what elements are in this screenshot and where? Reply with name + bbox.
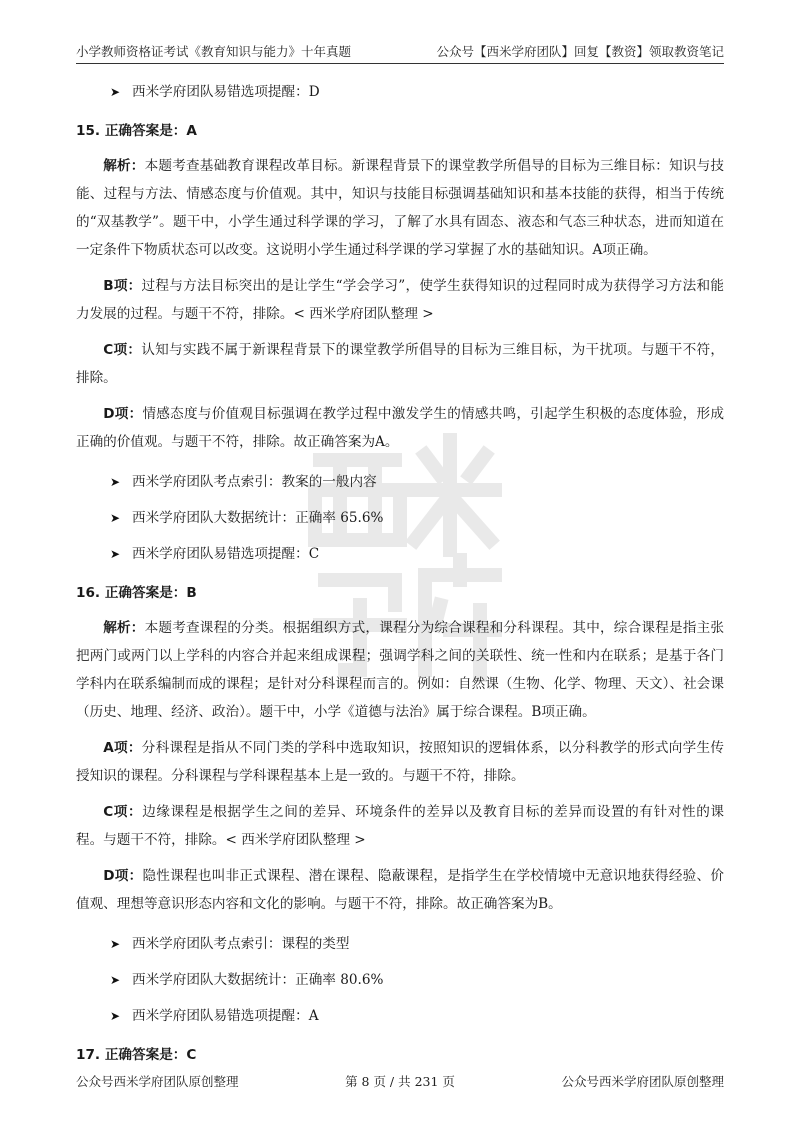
bullet-item xyxy=(76,998,724,1034)
arrowhead-bullet-icon: ➤ xyxy=(110,475,121,489)
text: 情感态度与价值观目标强调在教学过程中激发学生的情感共鸣，引起学生积极的态度体验，形成正确的价值观。与题干不符，排除。故正确答案为A。 xyxy=(76,406,724,450)
bullet-text: 西米学府团队易错选项提醒：D xyxy=(132,84,320,100)
bullet-text: 西米学府团队易错选项提醒：C xyxy=(132,546,320,562)
footer-right: 公众号西米学府团队原创整理 xyxy=(561,1074,724,1089)
label: D项： xyxy=(103,406,143,422)
bullet-item xyxy=(76,926,724,962)
q15-option-c xyxy=(76,336,724,392)
text: 过程与方法目标突出的是让学生“学会学习”，使学生获得知识的过程同时成为获得学习方法和能力发展的过程。与题干不符，排除。< 西米学府团队整理 > xyxy=(76,278,724,322)
label: C项： xyxy=(103,342,142,358)
header-left-title: 小学教师资格证考试《教育知识与能力》十年真题 xyxy=(76,44,352,59)
q15-analysis xyxy=(76,152,724,264)
q15-option-d xyxy=(76,400,724,456)
bullet-item xyxy=(76,500,724,536)
page-content xyxy=(76,74,724,1072)
page-number: 第 8 页 / 共 231 页 xyxy=(345,1074,455,1089)
arrowhead-bullet-icon: ➤ xyxy=(110,85,121,99)
label: C项： xyxy=(103,804,143,820)
header-right-note: 公众号【西米学府团队】回复【教资】领取教资笔记 xyxy=(436,44,724,59)
arrowhead-bullet-icon: ➤ xyxy=(110,511,121,525)
text: 隐性课程也叫非正式课程、潜在课程、隐蔽课程，是指学生在学校情境中无意识地获得经验、价值观、理想等意识形态内容和文化的影响。与题干不符，排除。故正确答案为B。 xyxy=(76,868,724,912)
bullet-text: 西米学府团队大数据统计：正确率 65.6% xyxy=(132,510,384,526)
arrowhead-bullet-icon: ➤ xyxy=(110,1009,121,1023)
question-16-heading: 16. 正确答案是：B xyxy=(76,585,197,601)
arrowhead-bullet-icon: ➤ xyxy=(110,973,121,987)
arrowhead-bullet-icon: ➤ xyxy=(110,937,121,951)
q16-analysis xyxy=(76,614,724,726)
bullet-item xyxy=(76,962,724,998)
bullet-item xyxy=(76,536,724,572)
arrowhead-bullet-icon: ➤ xyxy=(110,547,121,561)
q16-option-a xyxy=(76,734,724,790)
page-footer xyxy=(76,1072,724,1090)
q16-option-c xyxy=(76,798,724,854)
text: 本题考查课程的分类。根据组织方式，课程分为综合课程和分科课程。其中，综合课程是指主张把两门或两门以上学科的内容合并起来组成课程；强调学科之间的关联性、统一性和内在联系；是基于各门学科内在联系编制而成的课程；是针对分科课程而言的。例如：自然课（生物、化学、物理、天文）、社会课（历史、地理、经济、政治）。题干中，小学《道德与法治》属于综合课程。B项正确。 xyxy=(76,620,725,720)
text: 本题考查基础教育课程改革目标。新课程背景下的课堂教学所倡导的目标为三维目标：知识与技能、过程与方法、情感态度与价值观。其中，知识与技能目标强调基础知识和基本技能的获得，相当于传统的“双基教学”。题干中，小学生通过科学课的学习，了解了水具有固态、液态和气态三种状态，进而知道在一定条件下物质状态可以改变。这说明小学生通过科学课的学习掌握了水的基础知识。A项正确。 xyxy=(76,158,725,258)
label: D项： xyxy=(103,868,143,884)
bullet-text: 西米学府团队考点索引：教案的一般内容 xyxy=(132,474,377,490)
bullet-text: 西米学府团队考点索引：课程的类型 xyxy=(132,936,350,952)
q15-option-b xyxy=(76,272,724,328)
label: A项： xyxy=(103,740,142,756)
bullet-text: 西米学府团队易错选项提醒：A xyxy=(132,1008,319,1024)
question-15-heading: 15. 正确答案是：A xyxy=(76,123,197,139)
question-17-heading: 17. 正确答案是：C xyxy=(76,1047,197,1063)
label: B项： xyxy=(103,278,142,294)
label: 解析： xyxy=(103,620,145,636)
label: 解析： xyxy=(103,158,145,174)
text: 认知与实践不属于新课程背景下的课堂教学所倡导的目标为三维目标，为干扰项。与题干不符，排除。 xyxy=(76,342,724,386)
footer-left: 公众号西米学府团队原创整理 xyxy=(76,1074,239,1089)
bullet-item xyxy=(76,74,724,110)
text: 分科课程是指从不同门类的学科中选取知识，按照知识的逻辑体系，以分科教学的形式向学生传授知识的课程。分科课程与学科课程基本上是一致的。与题干不符，排除。 xyxy=(76,740,724,784)
q16-option-d xyxy=(76,862,724,918)
bullet-item xyxy=(76,464,724,500)
bullet-text: 西米学府团队大数据统计：正确率 80.6% xyxy=(132,972,384,988)
page-header xyxy=(76,40,724,64)
text: 边缘课程是根据学生之间的差异、环境条件的差异以及教育目标的差异而设置的有针对性的课程。与题干不符，排除。< 西米学府团队整理 > xyxy=(76,804,724,848)
